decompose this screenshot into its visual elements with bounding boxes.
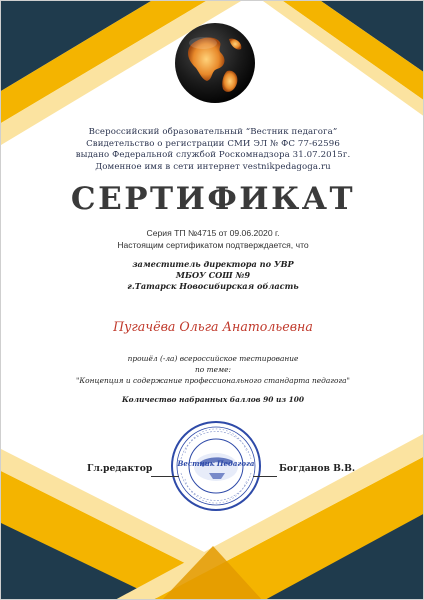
test-line-1: прошёл (-ла) всероссийское тестирование — [127, 354, 299, 363]
recipient-school: МБОУ СОШ №9 — [175, 270, 251, 281]
recipient-position-block — [1, 259, 424, 293]
header-line-4: Доменное имя в сети интернет vestnikpedagoga.ru — [95, 161, 331, 172]
header-line-2: Свидетельство о регистрации СМИ ЭЛ № ФС 77-62596 — [86, 138, 340, 149]
recipient-position: заместитель директора по УВР — [132, 259, 294, 269]
header-line-1: Всероссийский образовательный “Вестник педагога” — [88, 127, 338, 137]
globe-icon — [169, 19, 261, 109]
publisher-header — [1, 127, 424, 173]
test-block — [1, 353, 424, 386]
confirm-line: Настоящим сертификатом подтверждается, что — [117, 240, 309, 250]
signature-line-left — [151, 476, 179, 477]
editor-label: Гл.редактор — [87, 463, 153, 474]
seal-center-text: Вестник Педагога — [177, 459, 255, 468]
header-line-3: выдано Федеральной службой Роскомнадзора 31.07.2015г. — [75, 150, 351, 160]
recipient-name: Пугачёва Ольга Анатольевна — [113, 319, 313, 334]
editor-name: Богданов В.В. — [279, 463, 356, 474]
test-line-2: по теме: — [195, 365, 231, 374]
series-block — [1, 227, 424, 251]
series-line: Серия ТП №4715 от 09.06.2020 г. — [146, 228, 280, 238]
test-topic: "Концепция и содержание профессионального стандарта педагога" — [76, 376, 350, 385]
recipient-location: г.Татарск Новосибирская область — [127, 281, 299, 292]
signature-line-right — [253, 476, 277, 477]
certificate-title: СЕРТИФИКАТ — [70, 181, 356, 217]
score-line: Количество набранных баллов 90 из 100 — [121, 395, 305, 404]
